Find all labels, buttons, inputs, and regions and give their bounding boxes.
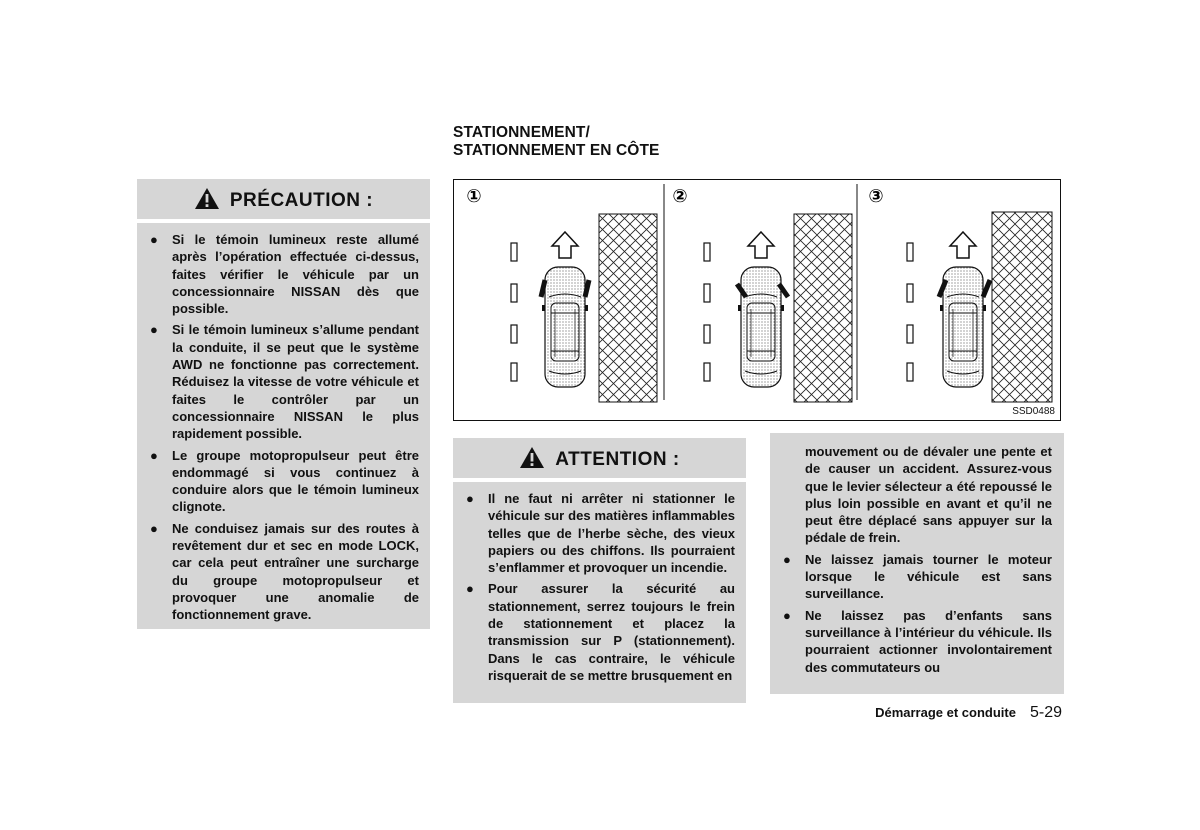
caution-title: PRÉCAUTION : bbox=[229, 190, 374, 211]
warning-triangle-icon bbox=[194, 187, 220, 215]
front-wheel bbox=[983, 280, 990, 297]
panel-number: ① bbox=[466, 186, 482, 207]
heading-line-1: STATIONNEMENT/ bbox=[453, 124, 590, 141]
list-item: ● Ne conduisez jamais sur des routes à revêtement dur et sec en mode LOCK, car cela peut entraîner une surcharge du groupe motopropulseur et provoquer une anomalie de fonctionnement grave. bbox=[150, 520, 419, 623]
list-item: ● Si le témoin lumineux s’allume pendant la conduite, il se peut que le système AWD ne fonctionne pas correctement. Réduisez la vitesse de votre véhicule et faites le contrôler par un concessionnaire NISSAN le plus rapidement possible. bbox=[150, 322, 419, 442]
figure-label: SSD0488 bbox=[1012, 406, 1055, 417]
curb-hatch bbox=[992, 212, 1052, 402]
curb-hatch bbox=[599, 214, 657, 402]
attention-box bbox=[453, 438, 746, 703]
list-item: ● Ne laissez pas d’enfants sans surveillance à l’intérieur du véhicule. Ils pourraient actionner involontairement des commutateurs ou bbox=[783, 607, 1052, 675]
list-item: ● Il ne faut ni arrêter ni stationner le véhicule sur des matières inflammables telles que de l’herbe sèche, des vieux papiers ou des chiffons. Ils pourraient s’enflammer et provoquer un incendie. bbox=[466, 491, 735, 576]
section-heading bbox=[453, 124, 773, 160]
parking-figure bbox=[453, 179, 1061, 421]
panel-number: ② bbox=[672, 186, 688, 207]
page-number: 5-29 bbox=[1029, 704, 1062, 721]
panel-number: ③ bbox=[868, 186, 884, 207]
list-item: ● Le groupe motopropulseur peut être endommagé si vous continuez à conduire alors que le témoin lumineux clignote. bbox=[150, 447, 419, 515]
panel-1 bbox=[466, 186, 657, 402]
attention-header bbox=[453, 442, 746, 482]
warning-triangle-icon bbox=[519, 446, 545, 474]
attention-title: ATTENTION : bbox=[555, 449, 680, 470]
parking-diagram bbox=[454, 180, 1059, 419]
list-item: ● Ne laissez jamais tourner le moteur lorsque le véhicule est sans surveillance. bbox=[783, 551, 1052, 602]
attention-continued-body bbox=[781, 443, 1052, 680]
heading-line-2: STATIONNEMENT EN CÔTE bbox=[453, 142, 660, 159]
panel-3 bbox=[868, 186, 1052, 402]
page-footer bbox=[875, 704, 1062, 722]
curb-hatch bbox=[794, 214, 852, 402]
caution-body bbox=[148, 231, 419, 628]
list-item: ● Pour assurer la sécurité au stationnement, serrez toujours le frein de stationnement et placez la transmission sur P (stationnement). Dans le cas contraire, le véhicule risquerait de se mettre brusquement en bbox=[466, 581, 735, 683]
attention-continued-box bbox=[770, 433, 1064, 694]
footer-section-title: Démarrage et conduite bbox=[875, 705, 1016, 720]
caution-box bbox=[137, 179, 430, 629]
continued-paragraph: mouvement ou de dévaler une pente et de causer un accident. Assurez-vous que le levier sélecteur a été repoussé le plus loin possible en avant et qu’il ne peut être déplacé sans appuyer sur la pédale de frein. bbox=[805, 444, 1052, 546]
attention-body bbox=[464, 490, 735, 688]
caution-header bbox=[137, 183, 430, 223]
list-item: ● Si le témoin lumineux reste allumé après l’opération effectuée ci-dessus, faites vérifier le véhicule par un concessionnaire NISSAN dès que possible. bbox=[150, 232, 419, 317]
panel-2 bbox=[672, 186, 852, 402]
